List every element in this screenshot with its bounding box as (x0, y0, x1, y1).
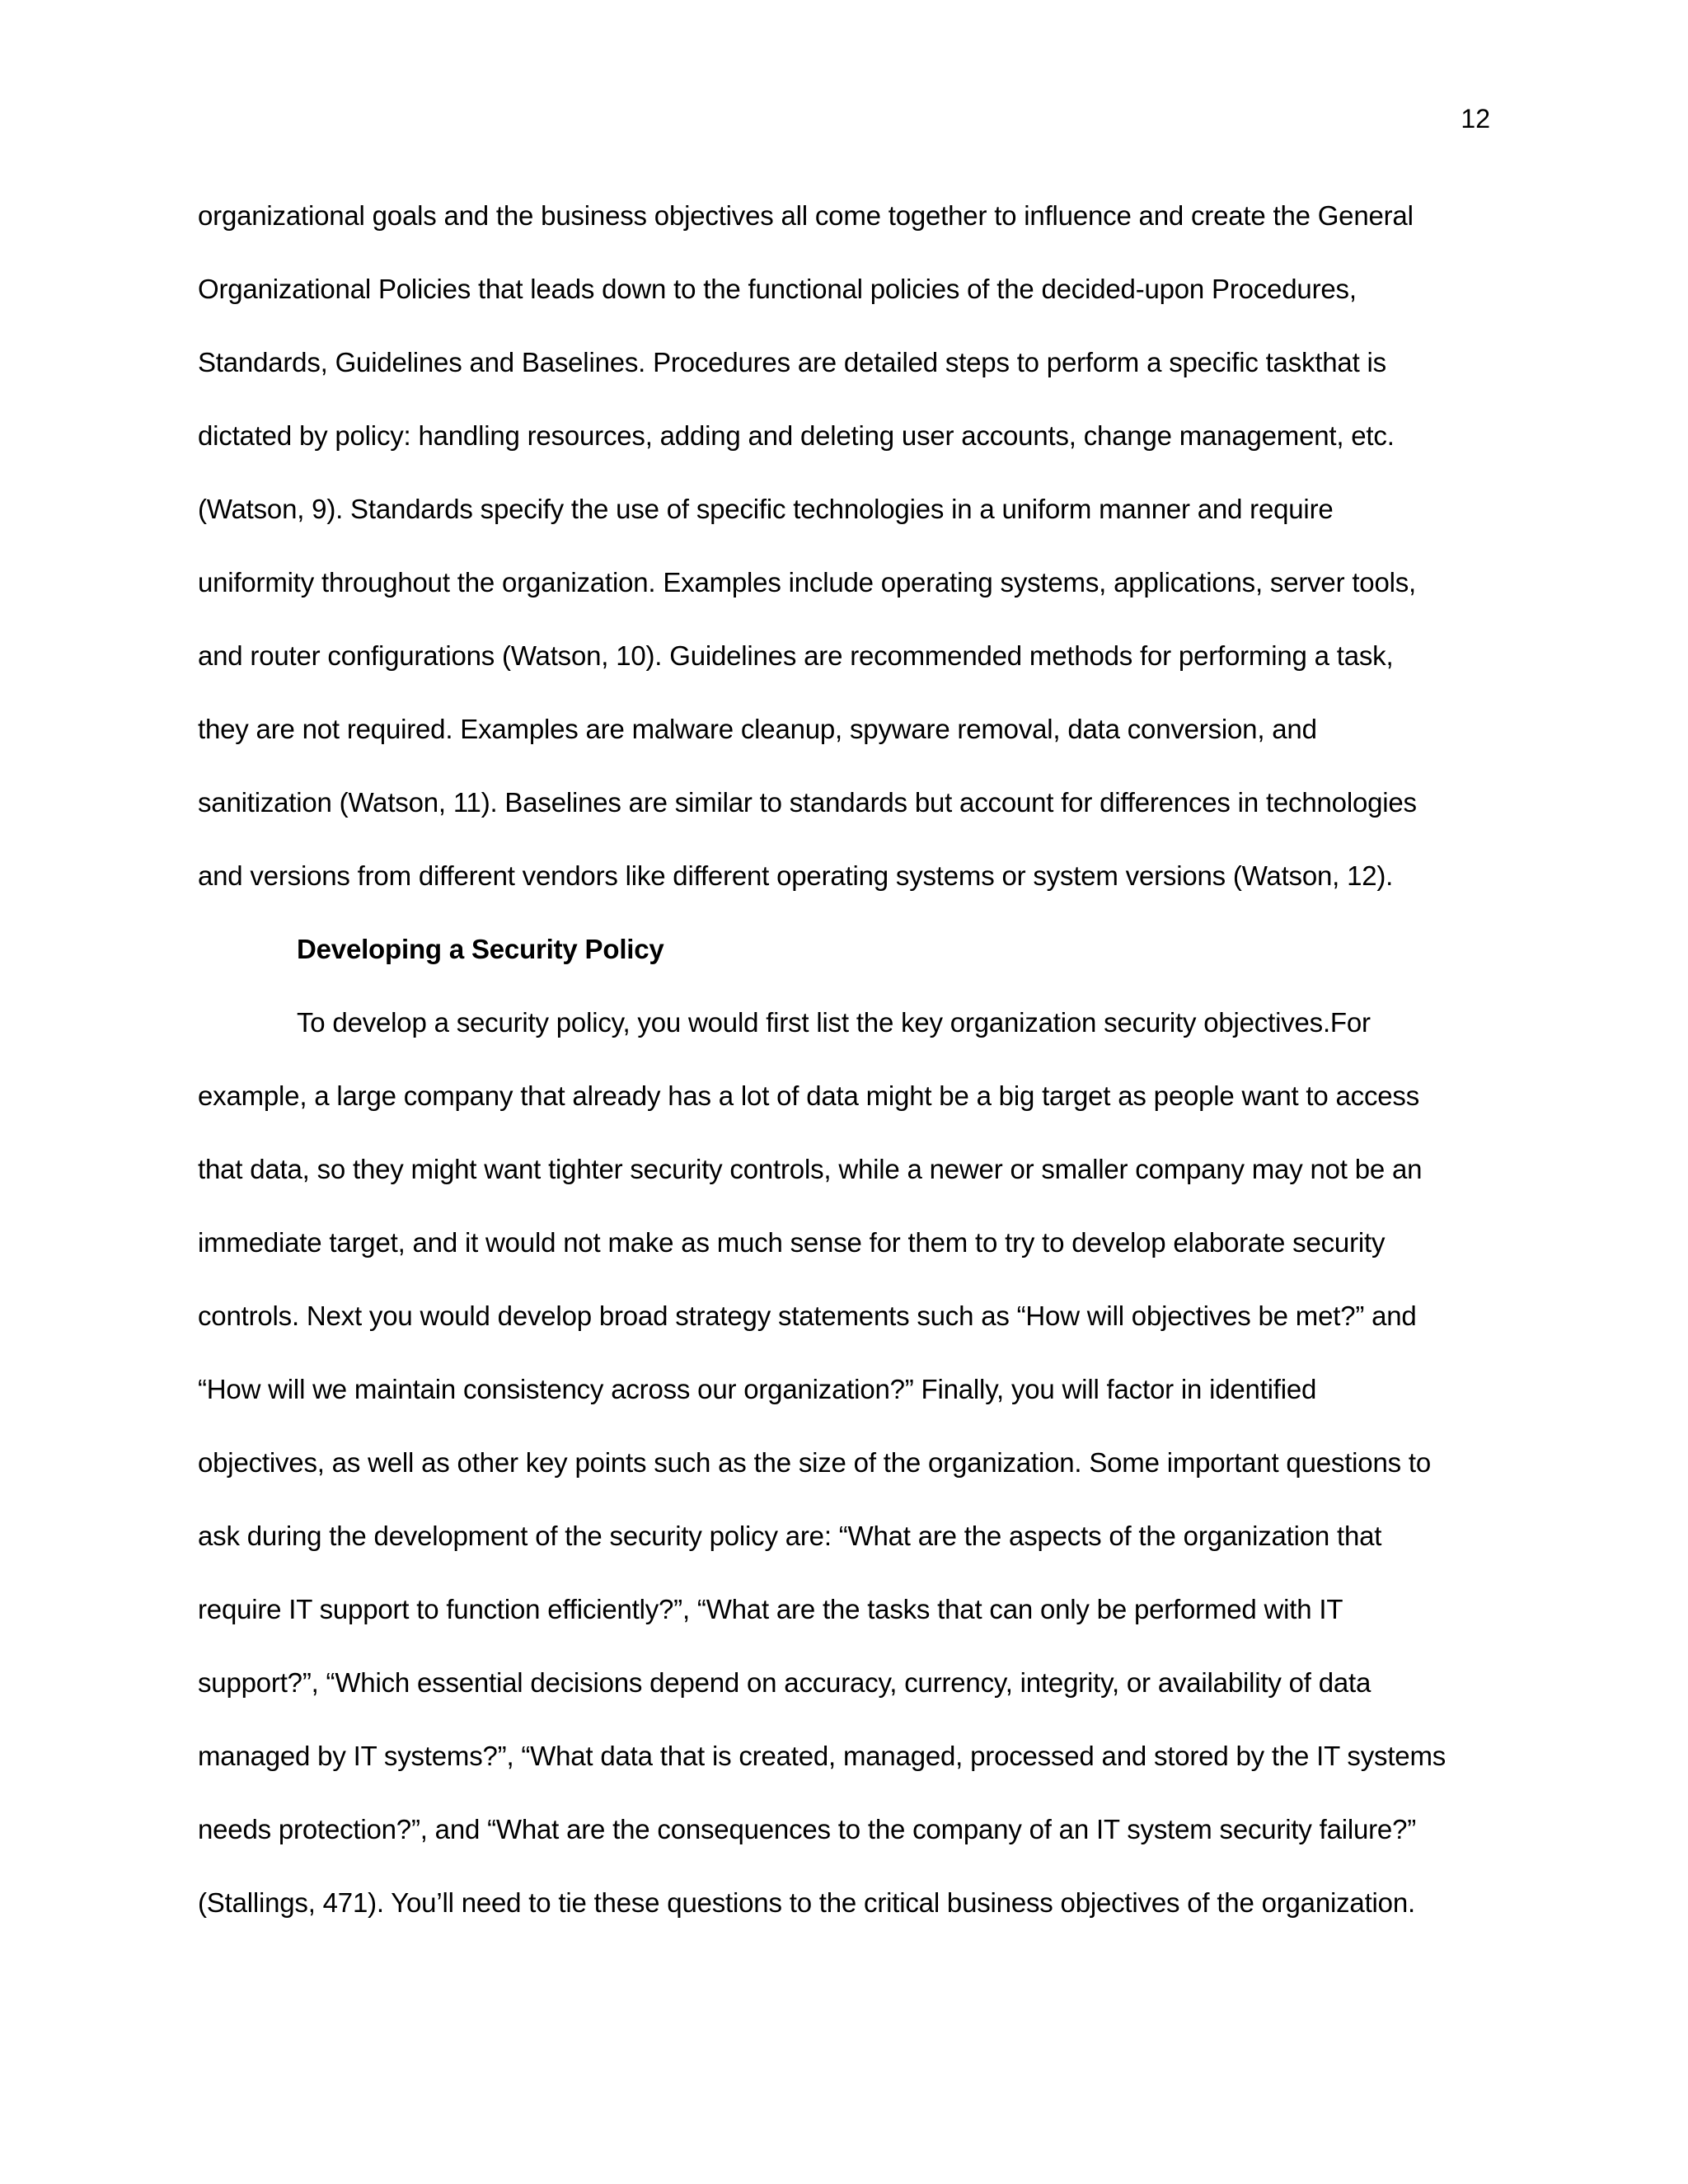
text-line: needs protection?”, and “What are the consequences to the company of an IT system security failure?” (198, 1814, 1417, 1844)
text-line: organizational goals and the business objectives all come together to influence and create the General (198, 200, 1414, 231)
text-line: require IT support to function efficiently?”, “What are the tasks that can only be performed with IT (198, 1594, 1343, 1624)
text-line: uniformity throughout the organization. Examples include operating systems, applications, server tools, (198, 567, 1417, 598)
text-line: “How will we maintain consistency across our organization?” Finally, you will factor in identified (198, 1374, 1317, 1404)
text-line: that data, so they might want tighter security controls, while a newer or smaller company may not be an (198, 1154, 1423, 1184)
text-line: sanitization (Watson, 11). Baselines are similar to standards but account for differences in technologies (198, 787, 1417, 818)
text-line: controls. Next you would develop broad strategy statements such as “How will objectives be met?” and (198, 1301, 1417, 1331)
text-line: Organizational Policies that leads down to the functional policies of the decided-upon Procedures, (198, 274, 1357, 304)
text-line: support?”, “Which essential decisions depend on accuracy, currency, integrity, or availability of data (198, 1667, 1372, 1698)
text-line: (Stallings, 471). You’ll need to tie these questions to the critical business objectives of the organization. (198, 1887, 1415, 1918)
text-line: and router configurations (Watson, 10). Guidelines are recommended methods for performing a task, (198, 640, 1394, 671)
text-line: objectives, as well as other key points such as the size of the organization. Some important questions to (198, 1447, 1431, 1478)
text-line: ask during the development of the security policy are: “What are the aspects of the organization that (198, 1521, 1382, 1551)
text-line: (Watson, 9). Standards specify the use of specific technologies in a uniform manner and require (198, 494, 1334, 524)
section-heading: Developing a Security Policy (297, 934, 664, 964)
text-line: dictated by policy: handling resources, adding and deleting user accounts, change management, etc. (198, 420, 1395, 451)
text-line: immediate target, and it would not make as much sense for them to try to develop elaborate security (198, 1227, 1386, 1258)
text-line: managed by IT systems?”, “What data that is created, managed, processed and stored by the IT systems (198, 1741, 1447, 1771)
text-line: they are not required. Examples are malware cleanup, spyware removal, data conversion, and (198, 714, 1317, 744)
body-text (198, 199, 1492, 1960)
text-line: example, a large company that already has a lot of data might be a big target as people want to access (198, 1080, 1420, 1111)
text-line: and versions from different vendors like different operating systems or system versions (Watson, 12). (198, 860, 1394, 891)
text-line: To develop a security policy, you would first list the key organization security objectives.For (297, 1007, 1371, 1038)
page-number: 12 (1461, 104, 1490, 134)
text-line: Standards, Guidelines and Baselines. Procedures are detailed steps to perform a specific taskthat is (198, 347, 1386, 377)
